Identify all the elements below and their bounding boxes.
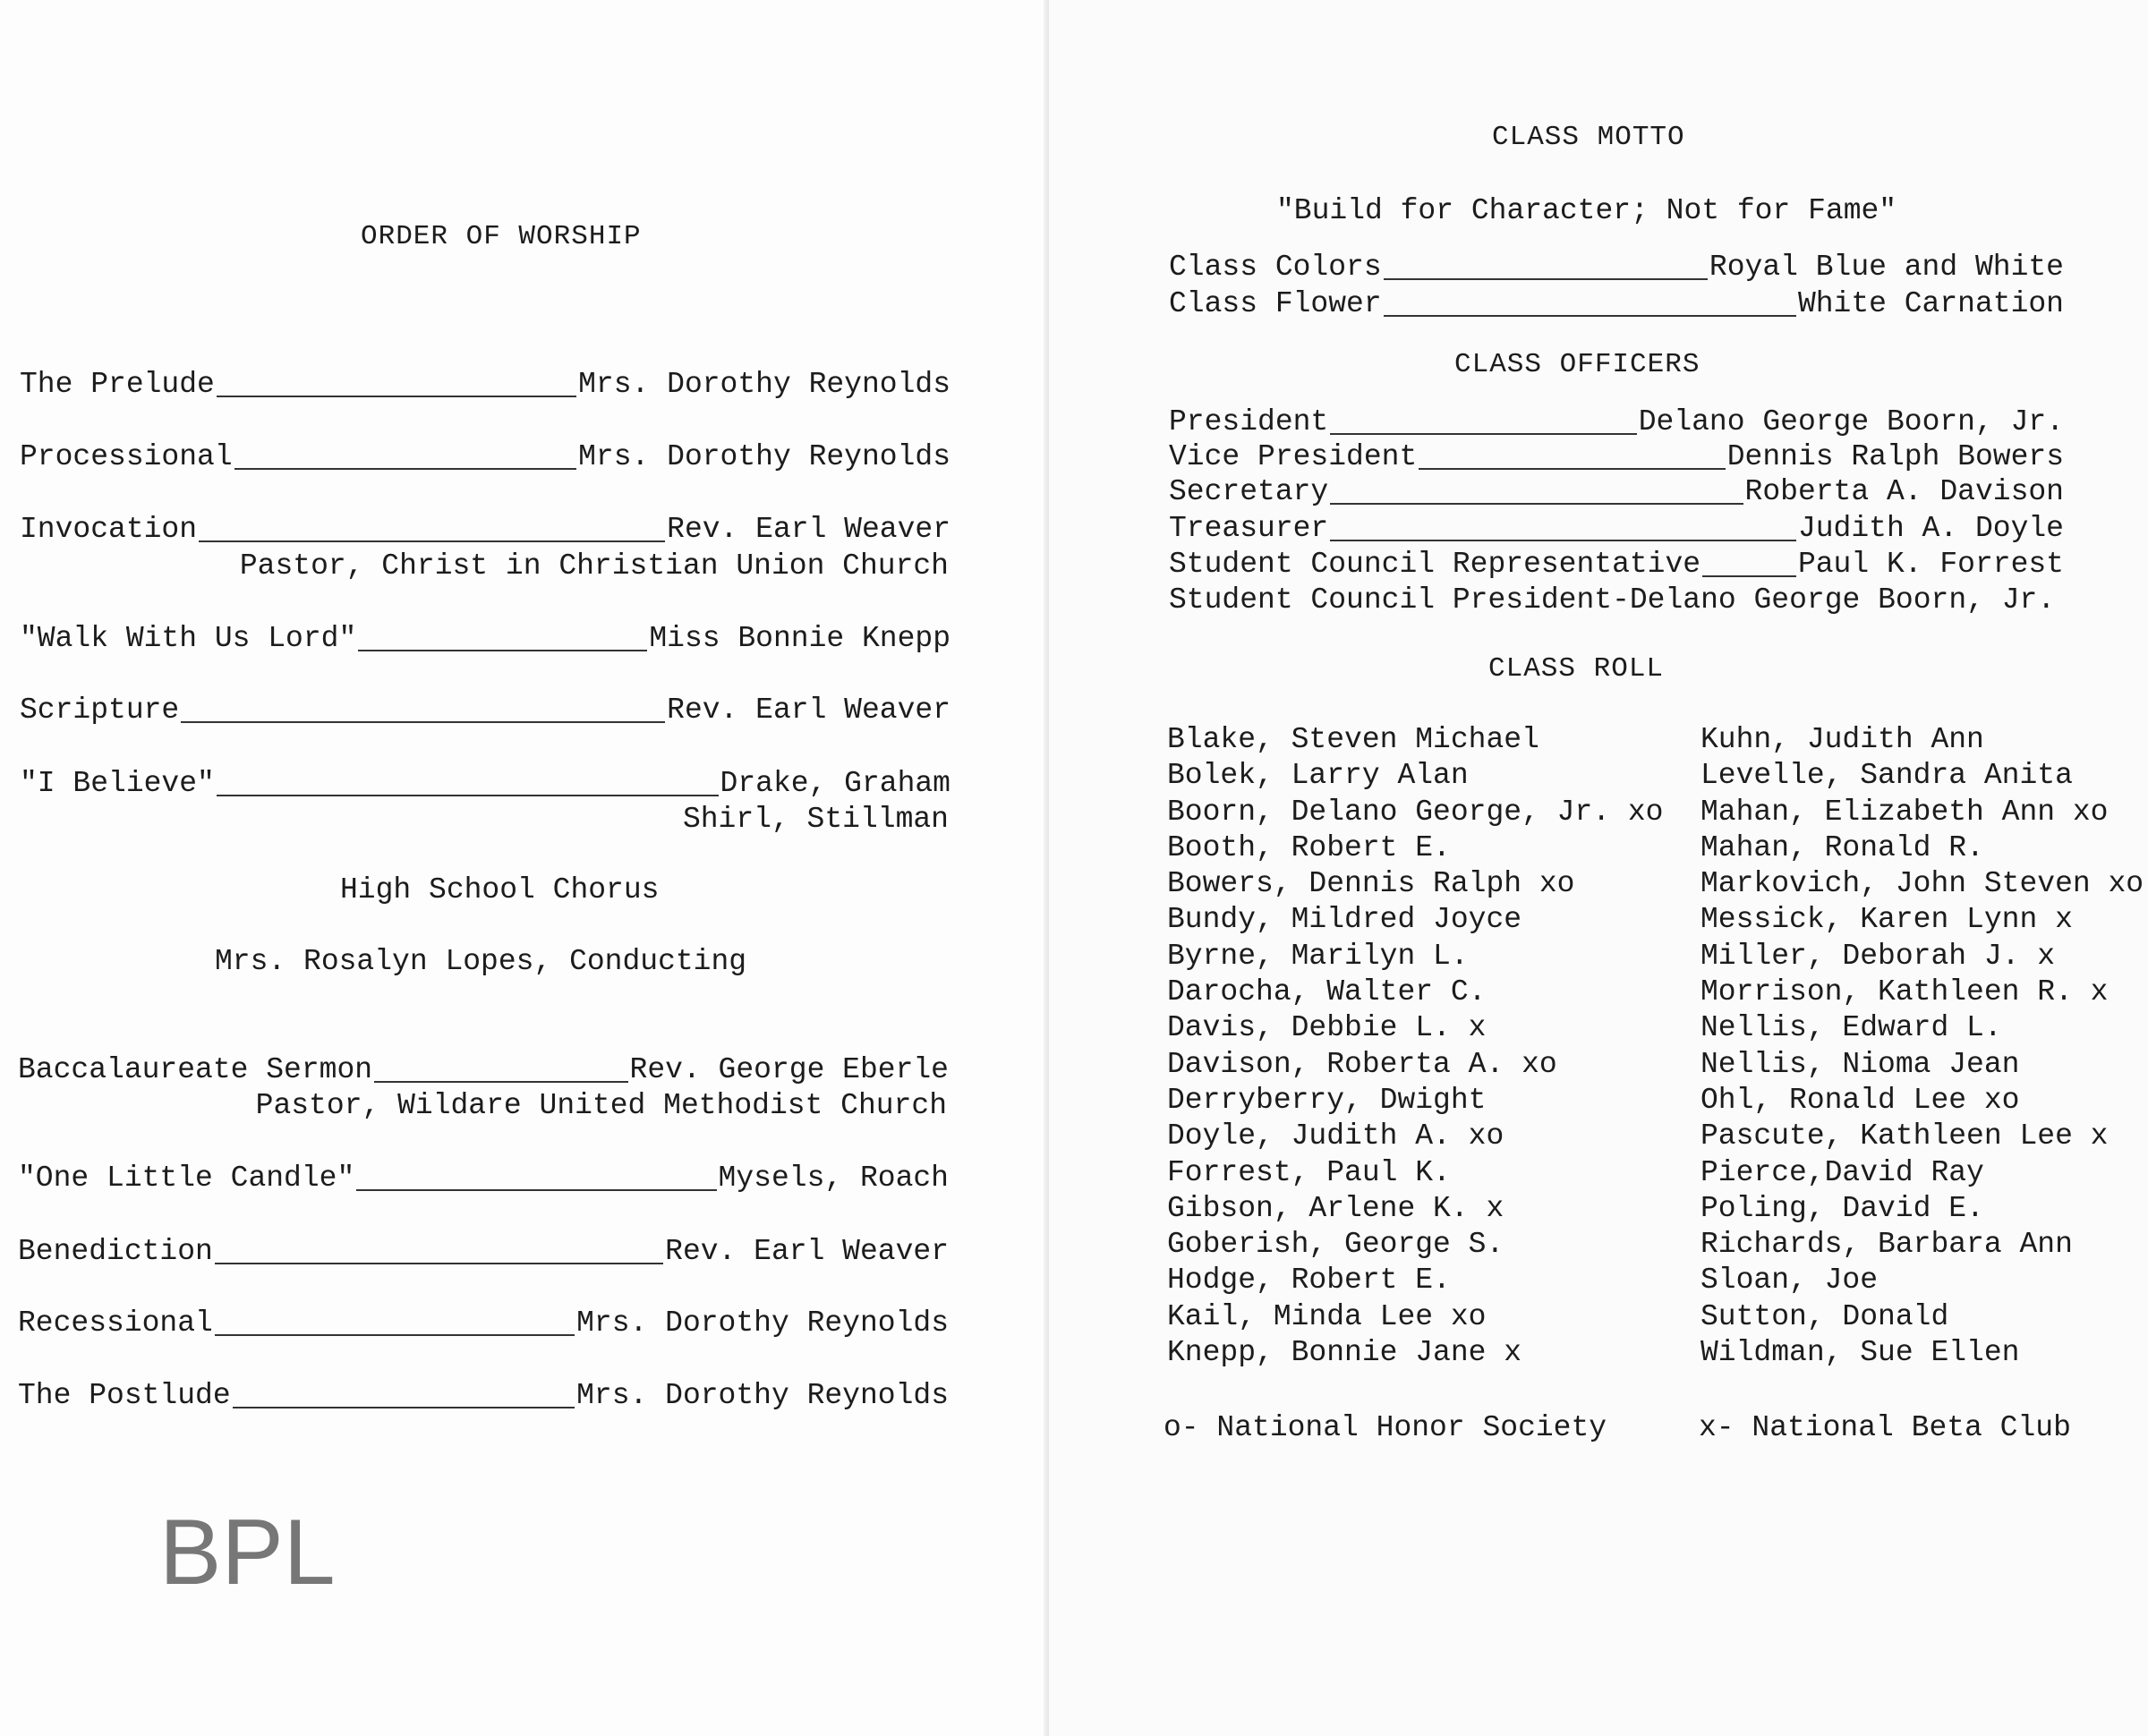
leader-line: [1419, 468, 1725, 470]
roll-entry: Forrest, Paul K.: [1167, 1155, 1451, 1189]
officer-row: [1169, 439, 2064, 475]
roll-entry: Bundy, Mildred Joyce: [1167, 903, 1522, 937]
roll-entry: Pierce,David Ray: [1700, 1155, 1984, 1189]
program-subline: Shirl, Stillman: [682, 803, 949, 836]
leader-line: [217, 795, 719, 796]
officer-role: Vice President: [1169, 440, 1418, 473]
program-person: Mysels, Roach: [718, 1162, 949, 1195]
class-colors-row: [1169, 250, 2064, 285]
class-officers-title: CLASS OFFICERS: [1454, 349, 1700, 380]
program-person: Miss Bonnie Knepp: [649, 622, 950, 655]
program-person: Mrs. Dorothy Reynolds: [578, 368, 950, 401]
leader-line: [1330, 540, 1796, 541]
roll-entry: Morrison, Kathleen R. x: [1700, 975, 2109, 1009]
roll-entry: Mahan, Ronald R.: [1700, 830, 1984, 864]
program-row: [18, 1234, 949, 1270]
program-person: Rev. George Eberle: [629, 1053, 949, 1086]
class-flower-value: White Carnation: [1797, 287, 2064, 320]
roll-entry: Blake, Steven Michael: [1167, 723, 1539, 756]
leader-line: [215, 1334, 575, 1336]
officer-name: Judith A. Doyle: [1797, 512, 2064, 545]
leader-line: [1702, 575, 1796, 577]
leader-line: [356, 1189, 716, 1191]
roll-entry: Miller, Deborah J. x: [1700, 939, 2056, 973]
roll-entry: Darocha, Walter C.: [1167, 975, 1487, 1009]
leader-line: [215, 1263, 663, 1264]
leader-line: [217, 396, 576, 397]
program-row: [18, 1306, 949, 1341]
legend-honor-society: o- National Honor Society: [1164, 1411, 1607, 1444]
program-row: [20, 512, 950, 548]
roll-entry: Mahan, Elizabeth Ann xo: [1700, 795, 2109, 829]
roll-entry: Goberish, George S.: [1167, 1228, 1504, 1262]
program-item: Benediction: [18, 1235, 213, 1268]
program-row: [20, 621, 950, 657]
roll-entry: Ohl, Ronald Lee xo: [1700, 1083, 2020, 1117]
roll-entry: Boorn, Delano George, Jr. xo: [1167, 795, 1664, 829]
roll-entry: Poling, David E.: [1700, 1191, 1984, 1225]
officer-row: [1169, 547, 2064, 583]
officer-row: [1169, 404, 2064, 440]
roll-entry: Knepp, Bonnie Jane x: [1167, 1336, 1522, 1370]
leader-line: [1330, 433, 1636, 435]
roll-entry: Booth, Robert E.: [1167, 830, 1451, 864]
chorus-heading: High School Chorus: [340, 873, 660, 906]
program-row: [20, 439, 950, 475]
officer-name: Paul K. Forrest: [1797, 548, 2064, 581]
roll-entry: Kuhn, Judith Ann: [1700, 723, 1984, 756]
roll-entry: Levelle, Sandra Anita: [1700, 759, 2073, 793]
program-person: Rev. Earl Weaver: [667, 694, 950, 727]
program-person: Mrs. Dorothy Reynolds: [578, 440, 950, 473]
officer-name: Dennis Ralph Bowers: [1726, 440, 2064, 473]
program-item: The Prelude: [20, 368, 215, 401]
legend-beta-club: x- National Beta Club: [1699, 1411, 2071, 1444]
officer-role: Treasurer: [1169, 512, 1329, 545]
leader-line: [234, 468, 576, 470]
roll-entry: Kail, Minda Lee xo: [1167, 1299, 1487, 1333]
leader-line: [1384, 315, 1796, 317]
class-colors-label: Class Colors: [1169, 251, 1382, 284]
program-row: [20, 766, 950, 802]
roll-entry: Wildman, Sue Ellen: [1700, 1336, 2020, 1370]
roll-entry: Gibson, Arlene K. x: [1167, 1191, 1504, 1225]
program-row: [18, 1052, 949, 1088]
right-page: [1049, 0, 2148, 1736]
program-subline: Pastor, Christ in Christian Union Church: [239, 549, 949, 583]
program-item: Invocation: [20, 513, 198, 546]
leader-line: [1330, 503, 1743, 505]
council-president-line: Student Council President-Delano George Boorn, Jr.: [1169, 583, 2056, 617]
leader-line: [233, 1407, 575, 1408]
roll-entry: Sloan, Joe: [1700, 1264, 1879, 1298]
roll-entry: Messick, Karen Lynn x: [1700, 903, 2073, 937]
program-subline: Pastor, Wildare United Methodist Church: [255, 1089, 947, 1122]
roll-entry: Nellis, Edward L.: [1700, 1011, 2002, 1045]
roll-column-left: [1167, 722, 1664, 1371]
program-item: Baccalaureate Sermon: [18, 1053, 373, 1086]
program-person: Mrs. Dorothy Reynolds: [576, 1379, 949, 1412]
program-person: Rev. Earl Weaver: [667, 513, 950, 546]
program-person: Mrs. Dorothy Reynolds: [576, 1306, 949, 1340]
roll-entry: Bolek, Larry Alan: [1167, 759, 1469, 793]
program-item: "One Little Candle": [18, 1162, 355, 1195]
class-flower-label: Class Flower: [1169, 287, 1382, 320]
program-item: Processional: [20, 440, 233, 473]
class-roll-title: CLASS ROLL: [1488, 653, 1665, 685]
roll-entry: Bowers, Dennis Ralph xo: [1167, 867, 1575, 901]
leader-line: [374, 1081, 627, 1083]
program-item: "Walk With Us Lord": [20, 622, 357, 655]
roll-entry: Davis, Debbie L. x: [1167, 1011, 1487, 1045]
roll-entry: Richards, Barbara Ann: [1700, 1228, 2073, 1262]
roll-entry: Hodge, Robert E.: [1167, 1264, 1451, 1298]
officer-role: Student Council Representative: [1169, 548, 1701, 581]
roll-column-right: [1700, 722, 2144, 1371]
program-row: [20, 693, 950, 728]
program-item: The Postlude: [18, 1379, 231, 1412]
leader-line: [199, 540, 665, 542]
roll-entry: Sutton, Donald: [1700, 1299, 1949, 1333]
roll-entry: Doyle, Judith A. xo: [1167, 1119, 1504, 1153]
officer-name: Delano George Boorn, Jr.: [1638, 405, 2064, 438]
officer-role: President: [1169, 405, 1329, 438]
leader-line: [1384, 278, 1708, 280]
program-item: Scripture: [20, 694, 180, 727]
class-flower-row: [1169, 286, 2064, 322]
roll-entry: Markovich, John Steven xo: [1700, 867, 2144, 901]
officer-row: [1169, 474, 2064, 510]
program-item: "I Believe": [20, 767, 215, 800]
program-item: Recessional: [18, 1306, 213, 1340]
program-person: Rev. Earl Weaver: [665, 1235, 949, 1268]
left-page: [0, 0, 1049, 1736]
officer-role: Secretary: [1169, 475, 1329, 508]
conductor-line: Mrs. Rosalyn Lopes, Conducting: [215, 945, 747, 978]
class-motto-title: CLASS MOTTO: [1492, 122, 1685, 153]
program-row: [20, 367, 950, 403]
program-row: [18, 1378, 949, 1414]
roll-entry: Davison, Roberta A. xo: [1167, 1047, 1557, 1081]
roll-entry: Pascute, Kathleen Lee x: [1700, 1119, 2109, 1153]
order-of-worship-title: ORDER OF WORSHIP: [361, 221, 642, 252]
roll-entry: Derryberry, Dwight: [1167, 1083, 1487, 1117]
class-motto: "Build for Character; Not for Fame": [1276, 194, 1897, 227]
roll-entry: Nellis, Nioma Jean: [1700, 1047, 2020, 1081]
roll-entry: Byrne, Marilyn L.: [1167, 939, 1469, 973]
officer-name: Roberta A. Davison: [1744, 475, 2064, 508]
leader-line: [358, 650, 647, 651]
program-row: [18, 1161, 949, 1196]
program-person: Drake, Graham: [720, 767, 950, 800]
class-colors-value: Royal Blue and White: [1709, 251, 2064, 284]
leader-line: [181, 721, 665, 723]
bpl-watermark: BPL: [159, 1501, 336, 1604]
officer-row: [1169, 511, 2064, 547]
